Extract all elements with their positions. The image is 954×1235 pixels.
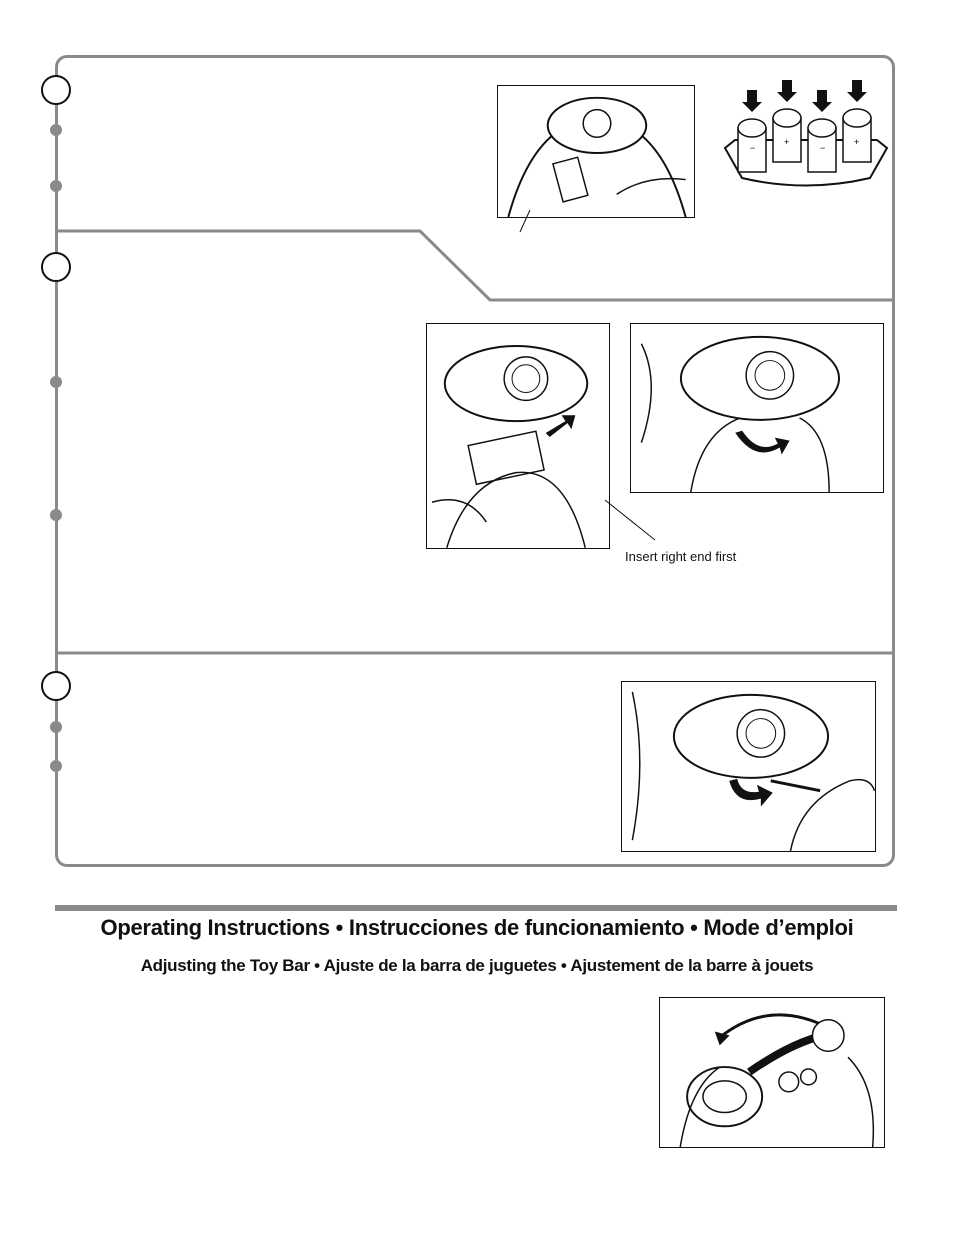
polarity-label: + [854,137,860,147]
step-2-marker [41,252,71,282]
close-battery-door-illustration [630,323,884,493]
operating-instructions-title: Operating Instructions • Instrucciones de funcionamiento • Mode d’emploi [100,915,854,940]
adjusting-toy-bar-subtitle: Adjusting the Toy Bar • Ajuste de la barra de juguetes • Ajustement de la barre à jouets [140,956,814,975]
step-3-marker [41,671,71,701]
tighten-screw-illustration [621,681,876,852]
section-rule [55,905,897,911]
bullet-dot [50,124,62,136]
polarity-label: − [820,143,826,153]
polarity-label: + [784,137,790,147]
bullet-dot [50,180,62,192]
polarity-label: − [750,143,756,153]
bullet-dot [50,509,62,521]
bullet-dot [50,760,62,772]
battery-insertion-diagram [720,78,892,193]
bullet-dot [50,376,62,388]
toy-bar-adjustment-illustration [659,997,885,1148]
insert-battery-door-illustration [426,323,610,549]
step-1-marker [41,75,71,105]
battery-compartment-illustration [497,85,695,218]
insert-right-end-caption: Insert right end first [625,549,737,564]
bullet-dot [50,721,62,733]
